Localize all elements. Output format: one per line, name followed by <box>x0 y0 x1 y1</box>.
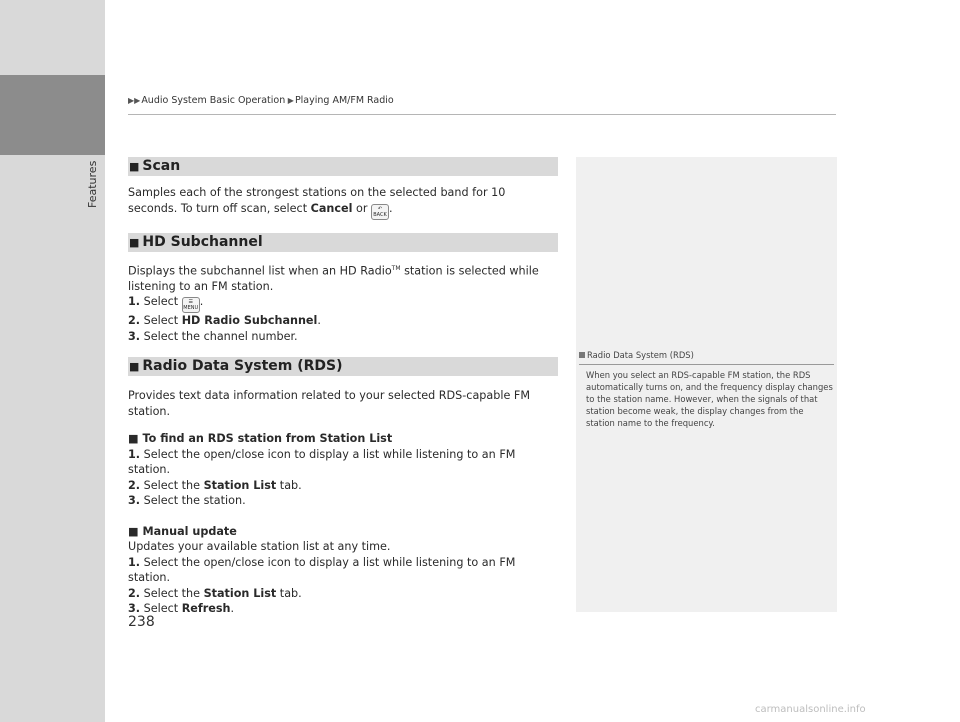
sidebar-tab <box>0 0 105 722</box>
sidebar-tab-active-block <box>0 75 105 155</box>
rds-sub1-step-3: 3. Select the station. <box>128 494 246 508</box>
note-marker-icon <box>579 352 585 358</box>
hd-step-3: 3. Select the channel number. <box>128 329 298 343</box>
note-divider <box>579 364 834 365</box>
watermark: carmanualsonline.info <box>755 704 866 715</box>
breadcrumb-arrow-icon: ▶▶ <box>128 96 141 105</box>
rds-sub2-step-1: 1. Select the open/close icon to display a list while listening to an FM station. <box>128 555 516 585</box>
breadcrumb-arrow-icon: ▶ <box>285 96 294 105</box>
square-bullet-icon: ■ <box>129 360 140 374</box>
hd-paragraph: Displays the subchannel list when an HD Radio™ station is selected while listening to an FM station. <box>128 264 539 293</box>
main-column <box>128 157 558 617</box>
section-heading-scan: ■ Scan <box>128 157 558 176</box>
sidebar-tab-top <box>0 0 105 75</box>
menu-icon: ☰ MENU <box>183 299 199 312</box>
sidebar-label: Features <box>86 160 99 208</box>
hd-step-1: 1. Select ☰ MENU . <box>128 295 204 312</box>
breadcrumb <box>128 95 394 106</box>
page-number: 238 <box>128 614 155 630</box>
rds-sub2-step-3: 3. Select Refresh. <box>128 602 235 616</box>
square-bullet-icon: ■ <box>129 235 140 249</box>
sidebar-tab-bottom <box>0 155 105 722</box>
scan-paragraph: Samples each of the strongest stations on the selected band for 10 seconds. To turn off scan, select Cancel or ↶ BACK . <box>128 186 506 218</box>
rds-sub2-step-2: 2. Select the Station List tab. <box>128 586 302 600</box>
rds-subsection-manual-update: ■ Manual update <box>128 524 237 538</box>
rds-note <box>579 349 834 429</box>
breadcrumb-item[interactable]: Playing AM/FM Radio <box>294 95 394 106</box>
back-icon: ↶ BACK <box>371 204 389 220</box>
header-divider <box>128 114 836 115</box>
rds-sub2-intro: Updates your available station list at any time. <box>128 540 391 554</box>
note-title: Radio Data System (RDS) <box>579 349 834 361</box>
rds-subsection-station-list: ■ To find an RDS station from Station List <box>128 432 393 446</box>
cancel-label: Cancel <box>310 201 353 215</box>
square-bullet-icon: ■ <box>128 524 143 538</box>
breadcrumb-item[interactable]: Audio System Basic Operation <box>141 95 286 106</box>
section-heading-hd-subchannel: ■ HD Subchannel <box>128 233 558 252</box>
section-heading-rds: ■ Radio Data System (RDS) <box>128 357 558 376</box>
square-bullet-icon: ■ <box>129 160 140 173</box>
rds-intro: Provides text data information related to your selected RDS-capable FM station. <box>128 389 530 418</box>
hd-step-2: 2. Select HD Radio Subchannel. <box>128 314 321 328</box>
square-bullet-icon: ■ <box>128 432 143 446</box>
note-body: When you select an RDS-capable FM station, the RDS automatically turns on, and the frequency display changes to the station name. However, when the signals of that station become weak, the display changes from the station name to the frequency. <box>586 370 833 428</box>
rds-sub1-step-2: 2. Select the Station List tab. <box>128 478 302 492</box>
rds-sub1-step-1: 1. Select the open/close icon to display a list while listening to an FM station. <box>128 447 516 477</box>
